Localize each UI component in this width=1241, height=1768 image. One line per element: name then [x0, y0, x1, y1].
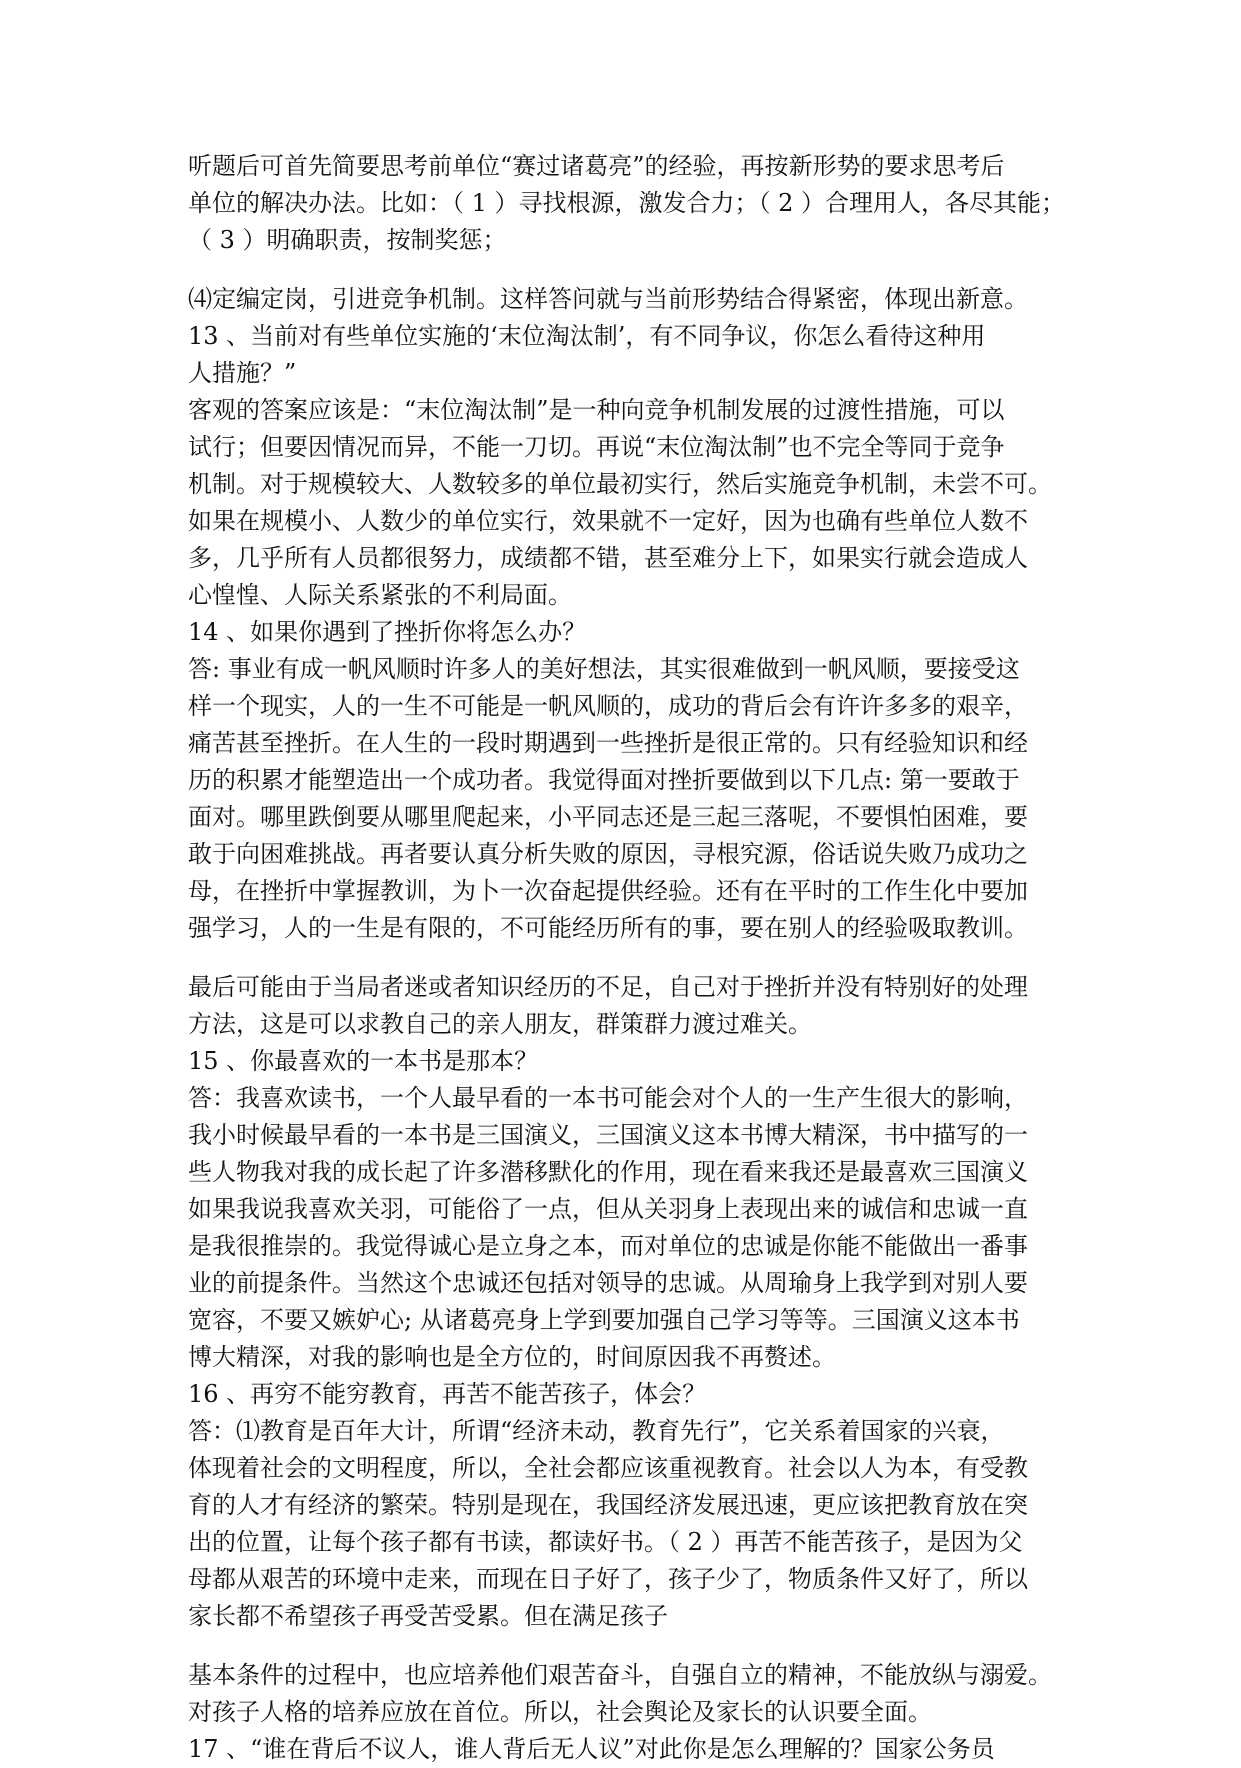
- text-line: 业的前提条件。当然这个忠诚还包括对领导的忠诚。从周瑜身上我学到对别人要: [188, 1269, 1028, 1297]
- text-line: 家长都不希望孩子再受苦受累。但在满足孩子: [188, 1602, 668, 1630]
- text-line: 心惶惶、人际关系紧张的不利局面。: [188, 581, 572, 609]
- text-line: 15 、你最喜欢的一本书是那本？: [188, 1047, 539, 1075]
- text-line: 母都从艰苦的环境中走来，而现在日子好了，孩子少了，物质条件又好了，所以: [188, 1565, 1028, 1593]
- text-line: 答：我喜欢读书，一个人最早看的一本书可能会对个人的一生产生很大的影响，: [188, 1084, 1028, 1112]
- text-line: 是我很推崇的。我觉得诚心是立身之本，而对单位的忠诚是你能不能做出一番事: [188, 1232, 1028, 1260]
- text-line: 育的人才有经济的繁荣。特别是现在，我国经济发展迅速，更应该把教育放在突: [188, 1491, 1028, 1519]
- text-line: 13 、当前对有些单位实施的‘末位淘汰制’，有不同争议，你怎么看待这种用: [188, 322, 986, 350]
- text-line: 人措施？”: [188, 359, 297, 387]
- text-line: 面对。哪里跌倒要从哪里爬起来，小平同志还是三起三落呢，不要惧怕困难，要: [188, 803, 1028, 831]
- text-line: 博大精深，对我的影响也是全方位的，时间原因我不再赘述。: [188, 1343, 836, 1371]
- text-line: 17 、“谁在背后不议人，谁人背后无人议”对此你是怎么理解的？国家公务员: [188, 1735, 995, 1763]
- text-line: 体现着社会的文明程度，所以，全社会都应该重视教育。社会以人为本，有受教: [188, 1454, 1028, 1482]
- text-line: 客观的答案应该是：“末位淘汰制”是一种向竞争机制发展的过渡性措施，可以: [188, 396, 1005, 424]
- text-block: [188, 969, 1068, 1635]
- text-block: [188, 281, 1068, 947]
- text-line: 如果在规模小、人数少的单位实行，效果就不一定好，因为也确有些单位人数不: [188, 507, 1028, 535]
- text-line: 16 、再穷不能穷教育，再苦不能苦孩子，体会？: [188, 1380, 707, 1408]
- text-line: 样一个现实，人的一生不可能是一帆风顺的，成功的背后会有许许多多的艰辛，: [188, 692, 1028, 720]
- text-line: 强学习，人的一生是有限的，不可能经历所有的事，要在别人的经验吸取教训。: [188, 914, 1028, 942]
- text-line: 答：⑴教育是百年大计，所谓“经济未动，教育先行”，它关系着国家的兴衰，: [188, 1417, 1005, 1445]
- paragraph-gap: [188, 1635, 1068, 1657]
- text-line: 方法，这是可以求教自己的亲人朋友，群策群力渡过难关。: [188, 1010, 812, 1038]
- text-line: 敢于向困难挑战。再者要认真分析失败的原因，寻根究源，俗话说失败乃成功之: [188, 840, 1028, 868]
- text-line: 最后可能由于当局者迷或者知识经历的不足，自己对于挫折并没有特别好的处理: [188, 973, 1028, 1001]
- text-line: 出的位置，让每个孩子都有书读，都读好书。（ 2 ）再苦不能苦孩子，是因为父: [188, 1528, 1023, 1556]
- text-line: 我小时候最早看的一本书是三国演义，三国演义这本书博大精深，书中描写的一: [188, 1121, 1028, 1149]
- document-body: [188, 148, 1068, 1768]
- text-line: 对孩子人格的培养应放在首位。所以，社会舆论及家长的认识要全面。: [188, 1698, 932, 1726]
- paragraph-gap: [188, 947, 1068, 969]
- text-line: 痛苦甚至挫折。在人生的一段时期遇到一些挫折是很正常的。只有经验知识和经: [188, 729, 1028, 757]
- text-line: 答: 事业有成一帆风顺时许多人的美好想法，其实很难做到一帆风顺，要接受这: [188, 655, 1020, 683]
- text-line: 宽容，不要又嫉妒心; 从诸葛亮身上学到要加强自己学习等等。三国演义这本书: [188, 1306, 1020, 1334]
- text-line: 多，几乎所有人员都很努力，成绩都不错，甚至难分上下，如果实行就会造成人: [188, 544, 1028, 572]
- text-block: [188, 148, 1068, 259]
- text-line: 历的积累才能塑造出一个成功者。我觉得面对挫折要做到以下几点: 第一要敢于: [188, 766, 1020, 794]
- text-line: 母，在挫折中掌握教训，为卜一次奋起提供经验。还有在平时的工作生化中要加: [188, 877, 1028, 905]
- text-line: ⑷定编定岗，引进竞争机制。这样答问就与当前形势结合得紧密，体现出新意。: [188, 285, 1028, 313]
- text-line: 机制。对于规模较大、人数较多的单位最初实行，然后实施竞争机制，未尝不可。: [188, 470, 1052, 498]
- text-line: 些人物我对我的成长起了许多潜移默化的作用，现在看来我还是最喜欢三国演义: [188, 1158, 1028, 1186]
- paragraph-gap: [188, 259, 1068, 281]
- text-line: 听题后可首先简要思考前单位“赛过诸葛亮”的经验，再按新形势的要求思考后: [188, 152, 1005, 180]
- text-line: 如果我说我喜欢关羽，可能俗了一点，但从关羽身上表现出来的诚信和忠诚一直: [188, 1195, 1028, 1223]
- text-line: 试行；但要因情况而异，不能一刀切。再说“末位淘汰制”也不完全等同于竞争: [188, 433, 1005, 461]
- text-line: （ 3 ）明确职责，按制奖惩；: [188, 226, 507, 254]
- text-line: 14 、如果你遇到了挫折你将怎么办？: [188, 618, 587, 646]
- text-line: 单位的解决办法。比如：（ 1 ）寻找根源，激发合力；（ 2 ）合理用人，各尽其能；: [188, 189, 1066, 217]
- text-line: 基本条件的过程中，也应培养他们艰苦奋斗，自强自立的精神，不能放纵与溺爱。: [188, 1661, 1052, 1689]
- text-block: [188, 1657, 1068, 1768]
